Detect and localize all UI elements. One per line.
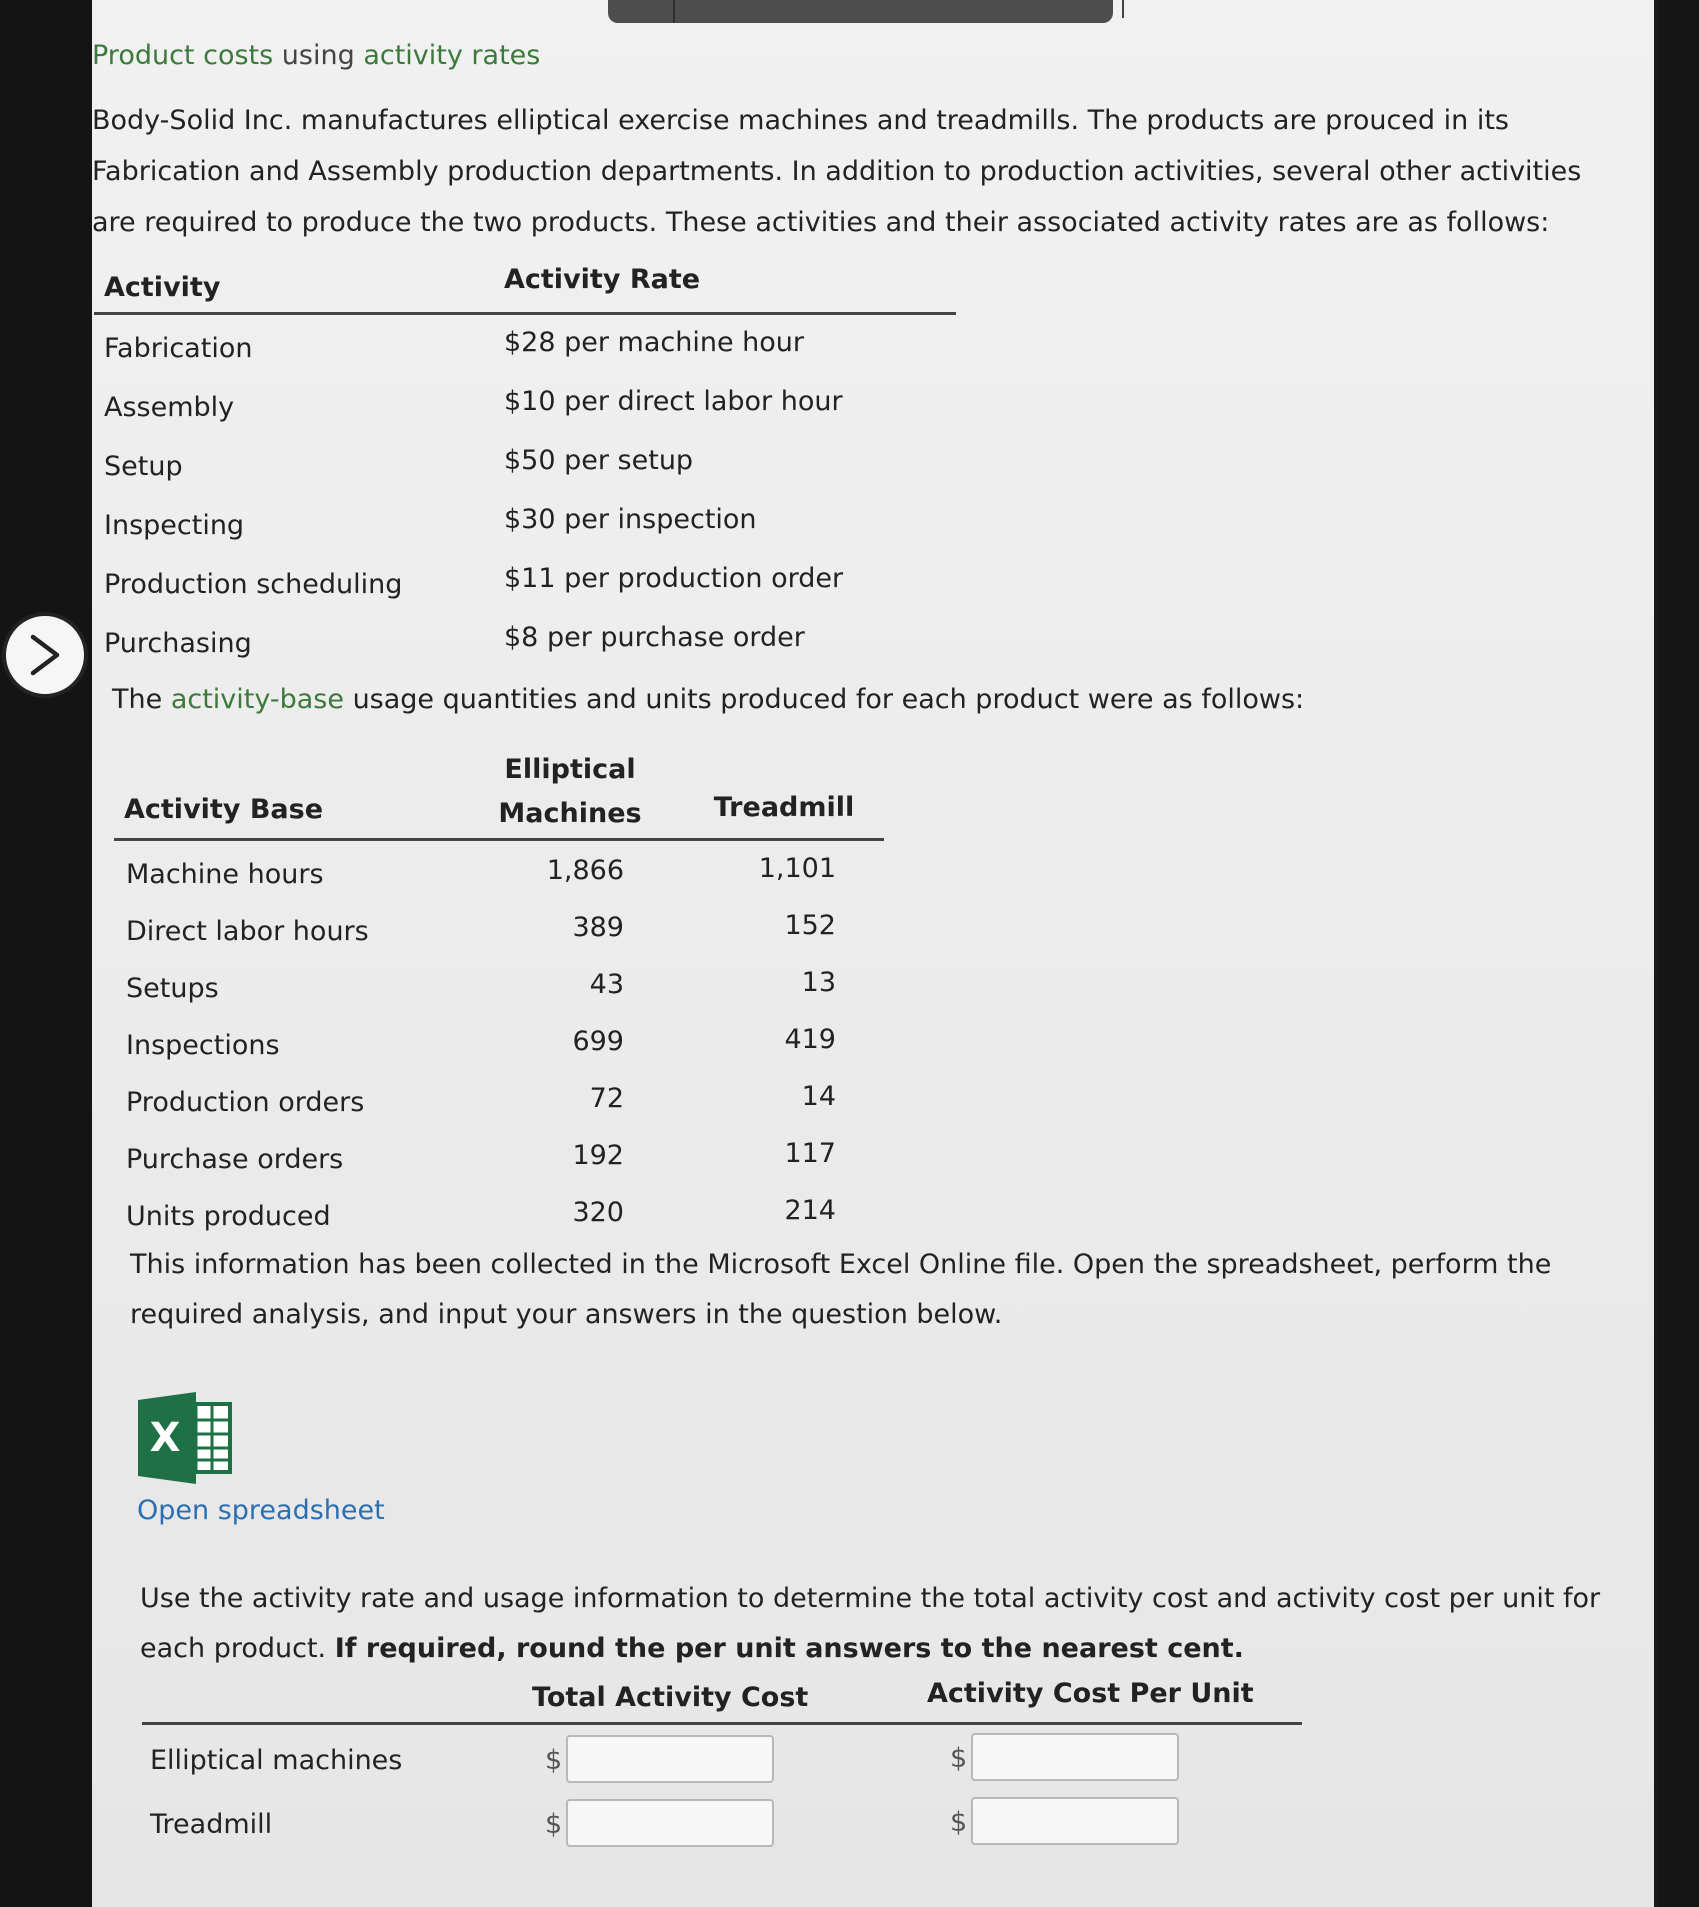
- answer-row-treadmill: [142, 1789, 1302, 1853]
- excel-note: This information has been collected in the Microsoft Excel Online file. Open the spreadsheet, perform the required analysis, and input your answers in the question below.: [130, 1249, 1552, 1330]
- activity-base-name: Inspections: [126, 1030, 280, 1061]
- treadmill-total-cost-input[interactable]: [566, 1799, 774, 1847]
- activity-name: Assembly: [104, 392, 235, 423]
- table-row: [114, 841, 884, 898]
- activity-base-name: Production orders: [126, 1087, 365, 1118]
- intro-paragraph: Body-Solid Inc. manufactures elliptical exercise machines and treadmills. The products are prouced in its Fabrication and Assembly production departments. In addition to production activities, several other activities are required to produce the two products. These activities and their associated activity rates are as follows:: [92, 105, 1582, 238]
- activity-base-name: Purchase orders: [126, 1144, 344, 1175]
- currency-symbol: $: [545, 1745, 563, 1776]
- problem-page: [92, 0, 1654, 1907]
- activity-name: Purchasing: [104, 628, 252, 659]
- elliptical-value: 389: [572, 912, 624, 943]
- question-instructions: Use the activity rate and usage information to determine the total activity cost and activity cost per unit for each product.: [140, 1583, 1601, 1664]
- excel-icon-letter: X: [149, 1415, 181, 1461]
- elliptical-value: 43: [589, 969, 624, 1000]
- header-activity-cost-per-unit: Activity Cost Per Unit: [927, 1678, 1254, 1709]
- treadmill-value: 1,101: [758, 853, 836, 884]
- title-text: using: [281, 40, 355, 71]
- device-bezel-right: [1659, 0, 1699, 1907]
- header-elliptical-line1: Elliptical: [504, 754, 636, 785]
- activity-rate: $50 per setup: [504, 445, 694, 476]
- header-elliptical-machines: [470, 748, 670, 836]
- question-rounding-note: If required, round the per unit answers to the nearest cent.: [334, 1633, 1244, 1664]
- usage-intro: [112, 684, 1304, 715]
- treadmill-value: 117: [784, 1138, 836, 1169]
- activity-name: Fabrication: [104, 333, 253, 364]
- open-spreadsheet-link[interactable]: Open spreadsheet: [137, 1495, 385, 1526]
- toolbar-divider: [1122, 0, 1124, 18]
- elliptical-total-cost-input[interactable]: [566, 1735, 774, 1783]
- title-link-product-costs[interactable]: Product costs: [92, 40, 274, 71]
- activity-name: Setup: [104, 451, 183, 482]
- table-row: [114, 1012, 884, 1069]
- table-row: [94, 492, 956, 551]
- treadmill-value: 214: [784, 1195, 836, 1226]
- usage-intro-before: The: [112, 684, 163, 715]
- table-row: [114, 955, 884, 1012]
- activity-rate: $30 per inspection: [504, 504, 757, 535]
- activity-usage-table: [114, 744, 884, 1240]
- device-bezel-left: [0, 0, 92, 1907]
- header-activity-base: Activity Base: [124, 794, 324, 825]
- question-text: [140, 1574, 1640, 1674]
- header-activity: Activity: [104, 272, 221, 303]
- treadmill-cost-per-unit-input[interactable]: [971, 1797, 1179, 1845]
- activity-name: Inspecting: [104, 510, 245, 541]
- table-row: [94, 610, 956, 669]
- activity-name: Production scheduling: [104, 569, 403, 600]
- treadmill-value: 419: [784, 1024, 836, 1055]
- header-elliptical-line2: Machines: [498, 798, 642, 829]
- chevron-right-icon: [27, 633, 63, 677]
- currency-symbol: $: [545, 1809, 563, 1840]
- header-total-activity-cost: Total Activity Cost: [532, 1682, 809, 1713]
- table-row: [94, 551, 956, 610]
- page-title: [92, 40, 540, 71]
- header-treadmill: Treadmill: [713, 792, 855, 823]
- table-row: [94, 374, 956, 433]
- activity-rates-table: [94, 262, 956, 669]
- elliptical-value: 1,866: [546, 855, 624, 886]
- next-arrow-button[interactable]: [2, 612, 88, 698]
- title-link-activity-rates[interactable]: activity rates: [363, 40, 541, 71]
- product-label: Treadmill: [150, 1809, 273, 1840]
- currency-symbol: $: [950, 1807, 968, 1838]
- top-toolbar-tab[interactable]: [608, 0, 1113, 23]
- activity-base-link[interactable]: activity-base: [170, 684, 344, 715]
- usage-intro-after: usage quantities and units produced for each product were as follows:: [352, 684, 1305, 715]
- activity-base-name: Setups: [126, 973, 219, 1004]
- header-activity-rate: Activity Rate: [504, 264, 701, 295]
- table-row: [114, 1126, 884, 1183]
- elliptical-cost-per-unit-input[interactable]: [971, 1733, 1179, 1781]
- table-row: [114, 1183, 884, 1240]
- activity-rate: $8 per purchase order: [504, 622, 805, 653]
- elliptical-value: 72: [589, 1083, 624, 1114]
- treadmill-value: 152: [784, 910, 836, 941]
- table-row: [114, 898, 884, 955]
- elliptical-value: 699: [572, 1026, 624, 1057]
- table-row: [114, 1069, 884, 1126]
- activity-base-name: Units produced: [126, 1201, 331, 1232]
- answer-row-elliptical: [142, 1725, 1302, 1789]
- activity-rate: $10 per direct labor hour: [504, 386, 843, 417]
- treadmill-value: 14: [801, 1081, 836, 1112]
- answer-table: [142, 1670, 1302, 1853]
- excel-icon[interactable]: [136, 1392, 236, 1484]
- activity-base-name: Machine hours: [126, 859, 324, 890]
- activity-rate: $11 per production order: [504, 563, 844, 594]
- elliptical-value: 320: [572, 1197, 624, 1228]
- table-row: [94, 433, 956, 492]
- treadmill-value: 13: [801, 967, 836, 998]
- table-row: [94, 315, 956, 374]
- currency-symbol: $: [950, 1743, 968, 1774]
- activity-rate: $28 per machine hour: [504, 327, 805, 358]
- activity-base-name: Direct labor hours: [126, 916, 369, 947]
- elliptical-value: 192: [572, 1140, 624, 1171]
- product-label: Elliptical machines: [150, 1745, 403, 1776]
